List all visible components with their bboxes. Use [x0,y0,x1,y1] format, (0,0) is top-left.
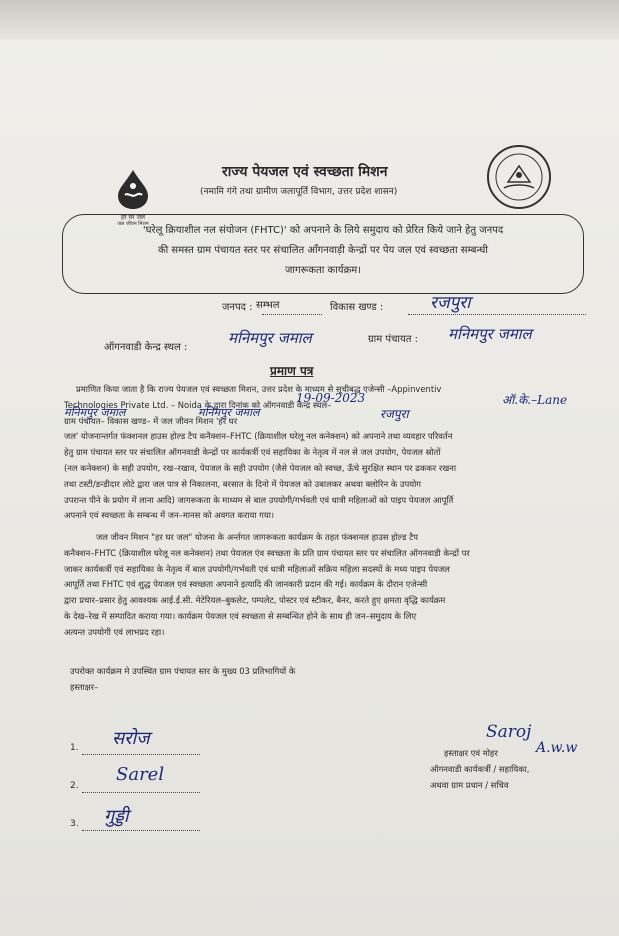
panchayat-label: ग्राम पंचायत : [368,334,419,345]
participant-signature-3: गुड्डी [104,806,129,827]
block-underline [408,314,586,315]
center-label: ऑगनवाडी केन्द्र स्थल : [104,342,188,353]
signatures-intro-2: हस्ताक्षर– [70,682,99,692]
p2-line: अत्यन्त उपयोगी एवं लाभप्रद रहा। [64,626,165,637]
district-underline [262,314,322,315]
sig-number-3: 3. [70,819,79,829]
district-value: सम्भल [256,300,280,311]
p2-line: जल जीवन मिशन "हर घर जल" योजना के अर्न्तगत जागरूकता कार्यक्रम के तहत फंक्शनल हाउस होल्ड टैप [96,532,419,542]
sig-number-1: 1. [70,743,79,753]
filled-panchayat: मनिमपुर जमाल [198,406,260,419]
program-line-1: 'घरेलू क्रियाशील नल संयोजन (FHTC)' को अपनाने के लिये समुदाय को प्रेरित किये जाने हेतु जनपद [142,225,504,236]
block-value: रजपुरा [430,293,471,313]
p1-line: जल' योजनान्तर्गत फंक्शनल हाउस होल्ड टैप कनैक्शन–FHTC (क्रियाशील घरेलू नल कनेक्शन) को अपनाने तथा व्यवहार परिवर्तन [64,431,453,442]
anganwadi-worker-label: ऑगनवाडी कार्यकर्त्री / सहायिका, [430,764,530,774]
sig-line-3 [82,830,200,831]
certificate-heading: प्रमाण पत्र [270,364,314,378]
signatures-intro: उपरोक्त कार्यक्रम मे उपस्थित ग्राम पंचायत स्तर के मुख्य 03 प्रतिभागियों के [70,666,296,676]
p1-line: ग्राम पंचायत– विकास खण्ड– में जल जीवन मिशन 'हर घर [64,415,238,426]
p1-line: उपरान्त पीने के प्रयोग में लाना आदि) जागरूकता के माध्यम से बाल उपयोगी/गर्भवती एवं धात्री महिलाओं को पाइप पेयजल आपूर्ति [64,494,454,505]
program-line-3: जागरूकता कार्यक्रम। [284,265,362,276]
pradhan-secretary-label: अथवा ग्राम प्रधान / सचिव [430,780,509,790]
p2-line: कनैक्शन–FHTC (क्रियाशील घरेलू नल कनेक्शन) तथा पेयजल एंव स्वच्छता के प्रति ग्राम पंचायत स्तर पर संचालित ऑगनवाडी केन्द्रों पर [64,547,470,558]
p1-line: Technologies Private Ltd. – Noida के द्वारा दिनांक को ऑगनवाडी केन्द्र स्थल– [64,399,332,410]
worker-mark: A.w.w [536,740,578,756]
panchayat-value: मनिमपुर जमाल [448,325,532,343]
filled-block: रजपुरा [380,407,409,421]
p2-line: द्वारा प्रचार–प्रसार हेतु आवश्यक आई.ई.सी. मेटेरियल–बुकलेट, पम्पलेट, पोस्टर एवं स्टीकर, बैनर, करते हुए क्षमता वृद्धि कार्यक्रम [64,595,446,606]
filled-village: मनिमपुर जमाल [64,406,126,419]
p2-line: जाकर कार्यकर्त्री एवं सहायिका के नेतृत्व में बाल उपयोगी/गर्भवती एवं धात्री महिलाओं सक्रिय महिला सदस्यों के मध्य पाइप पेयजल [64,563,450,574]
certificate-paragraph-2 [64,530,470,641]
worker-signature: Saroj [486,722,532,742]
district-label: जनपद : [222,302,253,313]
logo-caption-2: जल जीवन मिशन [117,221,149,227]
participant-signature-1: सरोज [112,728,150,749]
up-govt-seal-icon [486,144,552,210]
sign-and-seal-label: हस्ताक्षर एवं मोहर [444,748,498,758]
p1-line: अपनाने एवं स्वच्छता के सम्बन्ध में जन–मानस को अवगत कराया गया। [64,510,275,521]
logo-caption: हर घर जल [121,214,145,221]
paper-fold-shadow [0,0,619,40]
participant-signature-2: Sarel [116,764,165,785]
sig-number-2: 2. [70,781,79,791]
p2-line: के देख–रेख में सम्पादित कराया गया। कार्यक्रम पेयजल एवं स्वच्छता से सम्बन्धित होने के साथ ही जन–समुदाय के लिए [64,610,417,621]
program-title-box [62,214,584,294]
org-subtitle: (नमामि गंगे तथा ग्रामीण जलापूर्ति विभाग, उत्तर प्रदेश शासन) [200,187,398,197]
block-label: विकास खण्ड : [330,302,384,313]
p1-line: प्रमाणित किया जाता है कि राज्य पेयजल एवं स्वच्छता मिशन, उत्तर प्रदेश के माध्यम से सूचीबद्ध एजेन्सी –Appinventiv [76,384,442,394]
p1-line: तथा टस्टी/डन्डीदार लोटे द्वारा जल पात्र से निकालना, बरसात के दिनो में पेयजल को उबालकर अथवा क्लोरिन के उपयोग [64,478,422,489]
certificate-paragraph-1 [64,382,456,524]
sig-line-2 [82,792,200,793]
p1-line: (नल कनेक्शन) के सही उपयोग, रख–रखाव, पेयजल के सही उपयोग (जैसे पेयजल को स्वच्छ, ऊँचे सुरक्षित स्थान पर ढककर रखना [64,462,456,473]
center-value: मनिमपुर जमाल [228,329,312,347]
filled-center: ऑ.के.–Lane [502,393,568,407]
org-title: राज्य पेयजल एवं स्वच्छता मिशन [222,164,388,180]
program-line-2: की समस्त ग्राम पंचायत स्तर पर संचालित आँगनवाड़ी केन्द्रों पर पेय जल एवं स्वच्छता सम्बन्धी [157,245,488,256]
sig-line-1 [82,754,200,755]
p1-line: हेतु ग्राम पंचायत स्तर पर संचालित ऑगनवाडी केन्द्रों पर कार्यकर्त्री एवं सहायिका के नेतृत्व में नल से जल उपयोग, पेयजल स्रोतों [64,447,441,458]
p2-line: आपूर्ति तथा FHTC एवं शुद्ध पेयजल एवं स्वच्छता अपनाने इत्यादि की जानकारी प्रदान की गई। कार्यक्रम के दौरान एजेन्सी [64,579,428,590]
filled-date: 19-09-2023 [296,391,366,405]
